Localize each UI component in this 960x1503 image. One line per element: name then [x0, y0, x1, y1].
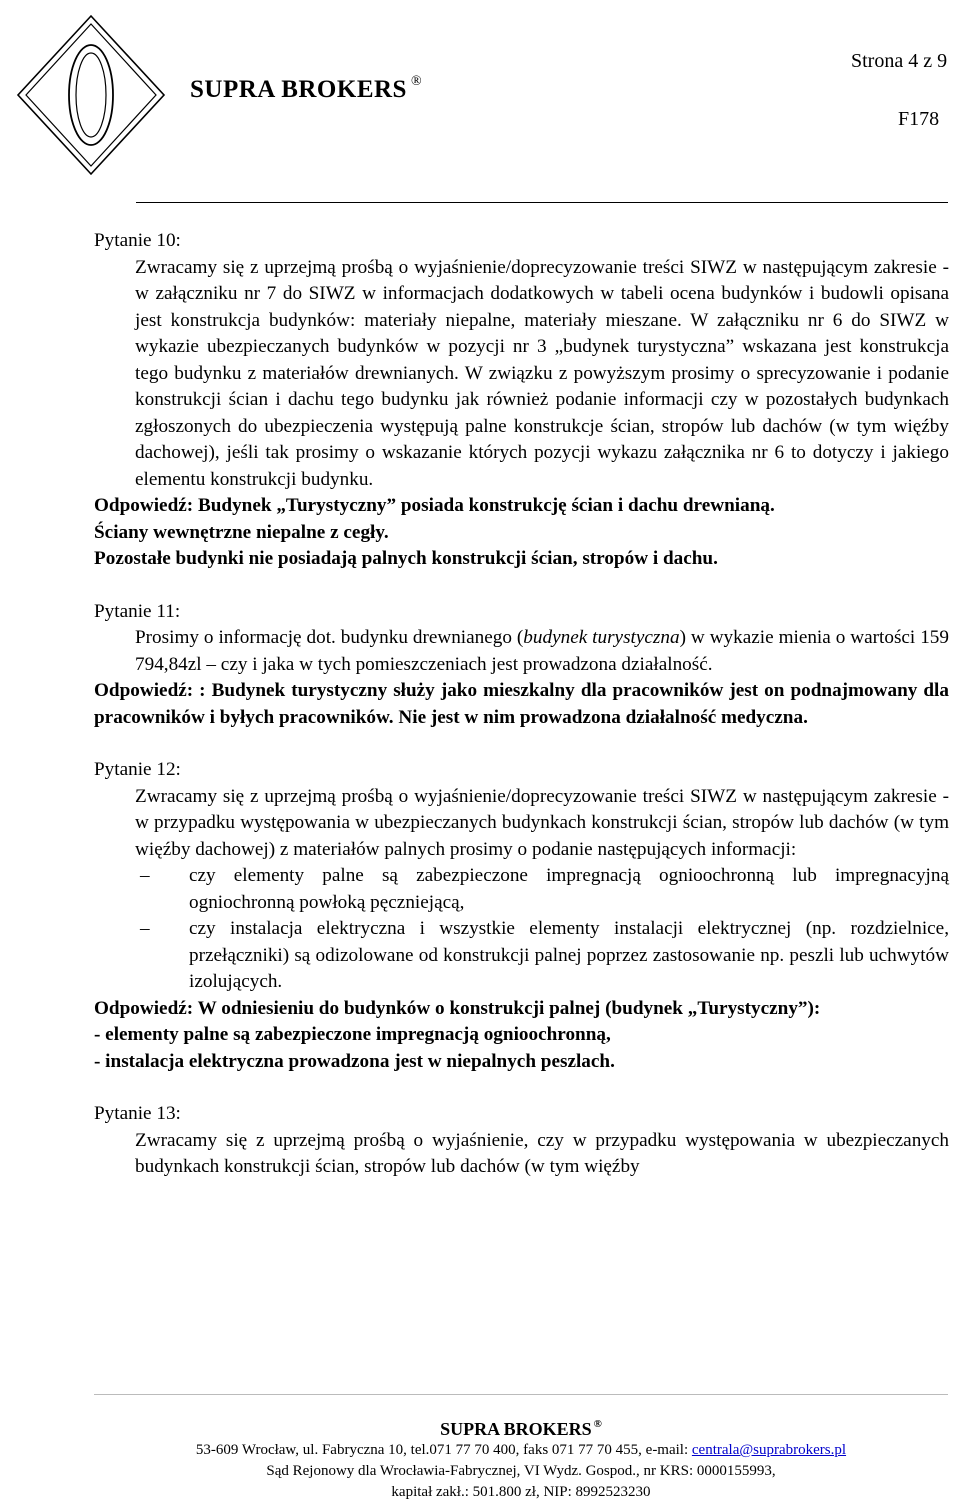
question-10-title: Pytanie 10:: [94, 230, 181, 251]
footer-address: 53-609 Wrocław, ul. Fabryczna 10, tel.071 77 70 400, faks 071 77 70 455, e-mail: centrala@suprabrokers.pl: [195, 1442, 847, 1458]
header-brand: SUPRA BROKERS ®: [190, 74, 423, 103]
document-body: [94, 228, 949, 1181]
document-id: F178: [898, 108, 940, 130]
question-12-list: [135, 863, 949, 996]
footer-divider: [94, 1394, 948, 1395]
question-11-title: Pytanie 11:: [94, 600, 181, 622]
question-13-title: Pytanie 13:: [94, 1103, 181, 1124]
footer-court-info: Sąd Rejonowy dla Wrocławia-Fabrycznej, VI Wydz. Gospod., nr KRS: 0000155993,: [266, 1463, 776, 1479]
dash-bullet: –: [140, 865, 150, 886]
registered-mark: ®: [593, 1418, 602, 1430]
answer-10-line-2: Ściany wewnętrzne niepalne z cegły.: [94, 521, 389, 543]
footer-brand: SUPRA BROKERS ®: [440, 1418, 602, 1439]
answer-12-line-1: Odpowiedź: W odniesieniu do budynków o konstrukcji palnej (budynek „Turystyczny”):: [94, 997, 821, 1019]
dash-bullet: –: [140, 918, 150, 939]
list-item: – czy elementy palne są zabezpieczone impregnacją ognioochronną lub impregnacyjną ogniochronną powłoką pęczniejącą,: [140, 865, 949, 913]
supra-brokers-logo: [16, 14, 166, 176]
header-divider: [136, 202, 948, 203]
answer-12-line-2: - elementy palne są zabezpieczone impregnacją ognioochronną,: [94, 1024, 611, 1045]
question-11-text: Prosimy o informację dot. budynku drewnianego (budynek turystyczna) w wykazie mienia o wartości 159 794,84zl – czy i jaka w tych pomieszczeniach jest prowadzona działalność.: [135, 627, 949, 675]
email-link[interactable]: centrala@suprabrokers.pl: [691, 1442, 847, 1458]
page-footer: [94, 1414, 948, 1503]
footer-capital-info: kapitał zakł.: 501.800 zł, NIP: 8992523230: [391, 1484, 651, 1500]
list-item: – czy instalacja elektryczna i wszystkie elementy instalacji elektrycznej (np. rozdzielnice, przełączniki) są odizolowane od konstrukcji palnej poprzez zastosowanie np. peszli lub uchwytów izolujących.: [140, 918, 949, 992]
question-10-text: Zwracamy się z uprzejmą prośbą o wyjaśnienie/doprecyzowanie treści SIWZ w następującym zakresie - w załączniku nr 7 do SIWZ w informacjach dodatkowych w tabeli ocena budynków i budowli opisana jest konstrukcja budynków: materiały niepalne, materiały mieszane. W załączniku nr 6 do SIWZ w wykazie ubezpieczanych budynków w pozycji nr 3 „budynek turystyczna” wskazana jest konstrukcja tego budynku z materiałów drewnianych. W związku z powyższym prosimy o sprecyzowanie i podanie konstrukcji ścian i dachu tego budynku jak również podanie informacji czy w pozostałych budynkach zgłoszonych do ubezpieczenia występują palne konstrukcje ścian, stropów lub dachów (w tym więźby dachowej), jeśli tak prosimy o wskazanie których pozycji wykazu załącznika nr 6 to dotyczy i jakiego elementu konstrukcji budynku.: [135, 256, 949, 490]
answer-11: Odpowiedź: : Budynek turystyczny służy jako mieszkalny dla pracowników jest on podnajmowany dla pracowników i byłych pracowników. Nie jest w nim prowadzona działalność medyczna.: [94, 680, 949, 728]
question-12-text: Zwracamy się z uprzejmą prośbą o wyjaśnienie/doprecyzowanie treści SIWZ w następującym zakresie - w przypadku występowania w ubezpieczanych budynkach konstrukcji ścian, stropów lub dachów (w tym więźby dachowej) z materiałów palnych prosimy o podanie następujących informacji:: [135, 785, 949, 860]
answer-12-line-3: - instalacja elektryczna prowadzona jest w niepalnych peszlach.: [94, 1050, 615, 1072]
answer-10-line-3: Pozostałe budynki nie posiadają palnych konstrukcji ścian, stropów i dachu.: [94, 548, 718, 569]
page-number: Strona 4 z 9: [851, 50, 948, 72]
registered-mark: ®: [410, 74, 423, 89]
question-12-title: Pytanie 12:: [94, 759, 181, 780]
question-13-text: Zwracamy się z uprzejmą prośbą o wyjaśnienie, czy w przypadku występowania w ubezpieczanych budynkach konstrukcji ścian, stropów lub dachów (w tym więźby: [135, 1129, 949, 1177]
answer-10-line-1: Odpowiedź: Budynek „Turystyczny” posiada konstrukcję ścian i dachu drewnianą.: [94, 495, 775, 516]
